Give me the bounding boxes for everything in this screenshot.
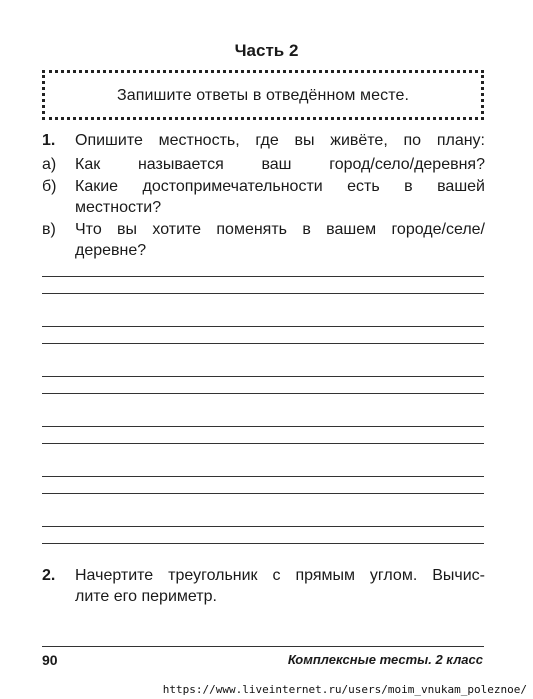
answer-line[interactable]: [42, 543, 484, 544]
task-2-number: 2.: [42, 567, 56, 584]
book-title: Комплексные тесты. 2 класс: [287, 652, 483, 667]
item-a-letter: а): [42, 156, 57, 173]
answer-line[interactable]: [42, 526, 484, 527]
task-1-prompt: Опишите местность, где вы живёте, по плану:: [75, 132, 485, 149]
answer-line[interactable]: [42, 476, 484, 477]
answer-line[interactable]: [42, 293, 484, 294]
task-2-text-line2: лите его периметр.: [75, 588, 217, 605]
watermark-url: https://www.liveinternet.ru/users/moim_vnukam_poleznoe/: [162, 683, 527, 696]
instruction-text: Запишите ответы в отведённом месте.: [116, 87, 410, 104]
answer-line[interactable]: [42, 343, 484, 344]
item-c-letter: в): [42, 221, 56, 238]
answer-line[interactable]: [42, 393, 484, 394]
answer-line[interactable]: [42, 426, 484, 427]
task-1-number: 1.: [42, 132, 56, 149]
footer-divider: [42, 646, 484, 647]
item-c-text-line2: деревне?: [75, 242, 147, 259]
instruction-box: [42, 70, 484, 120]
answer-line[interactable]: [42, 493, 484, 494]
item-b-text-line2: местности?: [75, 199, 162, 216]
answer-line[interactable]: [42, 443, 484, 444]
answer-line[interactable]: [42, 326, 484, 327]
answer-line[interactable]: [42, 276, 484, 277]
item-c-text-line1: Что вы хотите поменять в вашем городе/селе/: [75, 221, 485, 238]
item-b-text-line1: Какие достопримечательности есть в вашей: [75, 178, 485, 195]
answer-line[interactable]: [42, 376, 484, 377]
page-title: Часть 2: [234, 41, 299, 60]
item-b-letter: б): [42, 178, 57, 195]
page-number: 90: [42, 652, 58, 668]
task-2-text-line1: Начертите треугольник с прямым углом. Вычис-: [75, 567, 485, 584]
item-a-text: Как называется ваш город/село/деревня?: [75, 156, 485, 173]
